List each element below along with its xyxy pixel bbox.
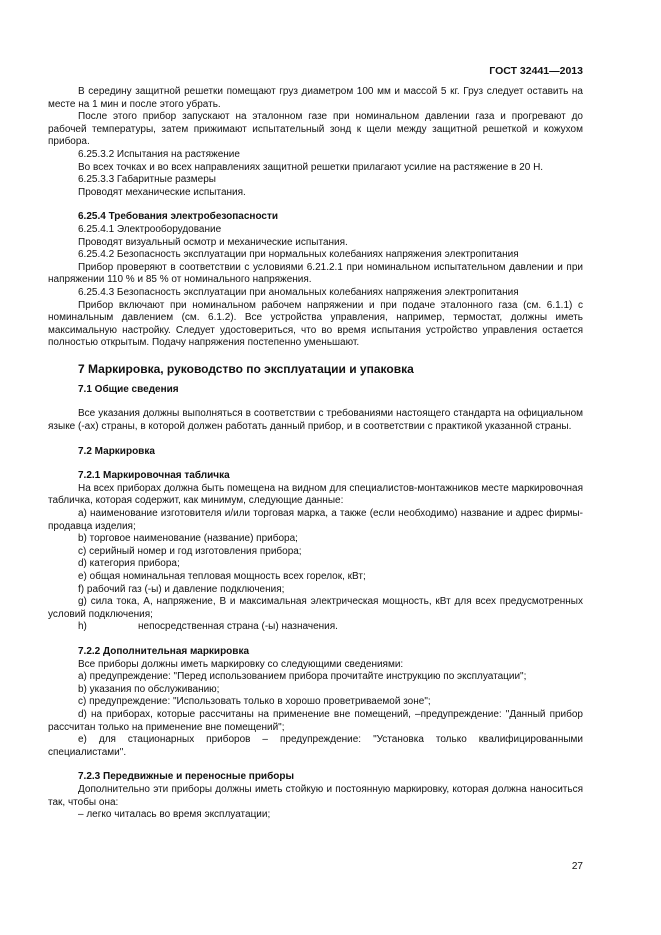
paragraph: После этого прибор запускают на эталонном газе при номинальном давлении газа и прогревают до рабочей температуры, затем прижимают испытательный зонд к щели между защитной решеткой и кожухом прибора. (48, 111, 583, 148)
document-page (48, 0, 583, 935)
paragraph: Все приборы должны иметь маркировку со следующими сведениями: (78, 658, 404, 670)
paragraph: Прибор включают при номинальном рабочем напряжении и при подаче эталонного газа (см. 6.1.1) с номинальным давлением (см. 6.1.2). Все устройства управления, например, термостат, должны иметь максимальную настройку. Следует удостовериться, что во время испытания устройство управления остается полностью открытым. Подачу напряжения постепенно уменьшают. (48, 299, 583, 349)
paragraph: Все указания должны выполняться в соответствии с требованиями настоящего стандарта на официальном языке (-ах) страны, в которой должен работать данный прибор, и в соответствии с практикой указанной страны. (48, 408, 583, 433)
list-item: d) на приборах, которые рассчитаны на применение вне помещений, –предупреждение: "Данный прибор рассчитан только на применение вне помещений"; (48, 708, 583, 733)
list-item: e) для стационарных приборов – предупреждение: "Установка только квалифицированными специалистами". (48, 734, 583, 758)
paragraph: Дополнительно эти приборы должны иметь стойкую и постоянную маркировку, которая должна наноситься так, чтобы она: (48, 783, 583, 808)
section-heading: 7.1 Общие сведения (78, 383, 179, 395)
list-item: d) категория прибора; (78, 558, 180, 570)
section-heading: 6.25.4 Требования электробезопасности (78, 211, 279, 223)
paragraph: Во всех точках и во всех направлениях защитной решетки прилагают усилие на растяжение в 20 Н. (78, 161, 544, 173)
list-item: c) серийный номер и год изготовления прибора; (78, 545, 302, 557)
subsection-heading: 6.25.3.2 Испытания на растяжение (78, 148, 240, 160)
paragraph: На всех приборах должна быть помещена на видном для специалистов-монтажников месте маркировочная табличка, которая содержит, как минимум, следующие данные: (48, 482, 583, 507)
subsection-heading: 6.25.4.2 Безопасность эксплуатации при нормальных колебаниях напряжения электропитания (78, 249, 519, 261)
subsection-heading: 6.25.4.3 Безопасность эксплуатации при аномальных колебаниях напряжения электропитания (78, 286, 519, 298)
list-item: b) указания по обслуживанию; (78, 683, 220, 695)
list-item: a) предупреждение: "Перед использованием прибора прочитайте инструкцию по эксплуатации"; (78, 671, 527, 683)
section-heading: 7.2.2 Дополнительная маркировка (78, 645, 250, 657)
list-item: e) общая номинальная тепловая мощность всех горелок, кВт; (78, 571, 366, 582)
paragraph: Проводят визуальный осмотр и механические испытания. (78, 236, 348, 248)
section-heading: 7.2 Маркировка (78, 445, 155, 457)
subsection-heading: 6.25.4.1 Электрооборудование (78, 223, 222, 235)
subsection-heading: 6.25.3.3 Габаритные размеры (78, 174, 216, 186)
standard-header: ГОСТ 32441—2013 (489, 65, 583, 77)
list-item-label: h) (78, 621, 87, 633)
chapter-heading: 7 Маркировка, руководство по эксплуатации и упаковка (78, 361, 414, 376)
list-item-text: непосредственная страна (-ы) назначения. (138, 621, 338, 633)
list-item: c) предупреждение: "Использовать только в хорошо проветриваемой зоне"; (78, 696, 431, 708)
section-heading: 7.2.3 Передвижные и переносные приборы (78, 771, 295, 783)
list-item: g) сила тока, А, напряжение, В и максимальная электрическая мощность, кВт для всех предусмотренных условий подключения; (48, 596, 583, 620)
list-item: – легко читалась во время эксплуатации; (78, 809, 271, 821)
list-item (48, 621, 583, 634)
section-heading: 7.2.1 Маркировочная табличка (78, 470, 230, 482)
list-item: а) наименование изготовителя и/или торговая марка, а также (если необходимо) название и адрес фирмы-продавца изделия; (48, 508, 583, 532)
paragraph: В середину защитной решетки помещают груз диаметром 100 мм и массой 5 кг. Груз следует оставить на месте на 1 мин и после этого убрать. (48, 86, 583, 110)
list-item: f) рабочий газ (-ы) и давление подключения; (78, 583, 285, 595)
page-content (48, 86, 583, 822)
paragraph: Прибор проверяют в соответствии с условиями 6.21.2.1 при номинальном испытательном давлении и при напряжении 110 % и 85 % от номинального напряжения. (48, 261, 583, 286)
paragraph: Проводят механические испытания. (78, 186, 246, 198)
page-number: 27 (571, 861, 583, 872)
list-item: b) торговое наименование (название) прибора; (78, 533, 298, 545)
